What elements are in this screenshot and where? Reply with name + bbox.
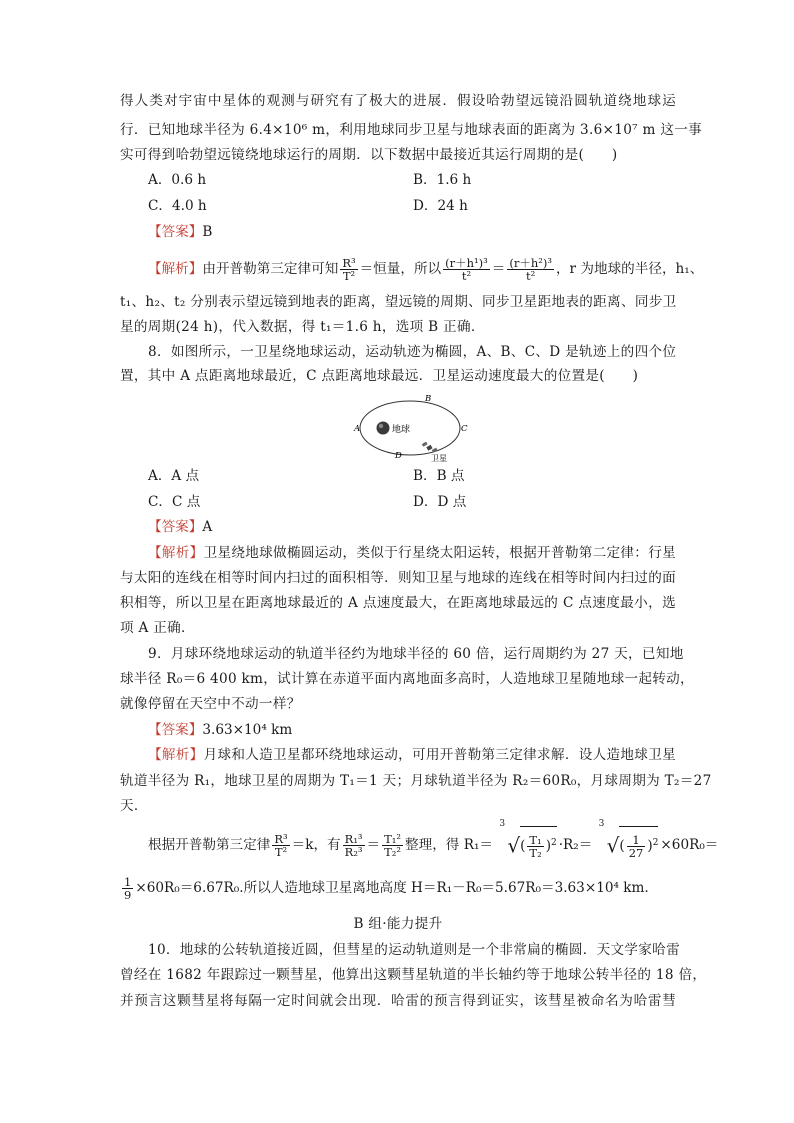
q9-stem-line-3: 就像停留在天空中不动一样？ [120, 696, 301, 712]
q7-analysis-line-1: 【解析】由开普勒第三定律可知 $\frac{\text{R³}}{\text{T²}}$ ＝恒量，所以 $\frac{\text{(r＋h¹)³}}{\text{t²}}$ ＝ $\frac{\text{(r＋h²)³}}{\text{t²}}$ ，r 为地球的半径，h₁、 [148, 256, 704, 283]
analysis-text: 卫星绕地球做椭圆运动，类似于行星绕太阳运转，根据开普勒第二定律：行星 [203, 545, 676, 561]
q8-option-a: A．A 点 [148, 468, 200, 484]
q7-stem-line-1: 得人类对宇宙中星体的观测与研究有了极大的进展．假设哈勃望远镜沿圆轨道绕地球运 [120, 93, 676, 109]
q7-analysis-line-2: t₁、h₂、t₂ 分别表示望远镜到地表的距离，望远镜的周期、同步卫星距地表的距离、同步卫 [120, 294, 677, 310]
q8-analysis-line-1 [148, 541, 676, 566]
q8-answer [148, 515, 212, 540]
point-b-label: B [425, 394, 432, 404]
q9-stem-line-1: 9．月球环绕地球运动的轨道半径约为地球半径的 60 倍，运行周期约为 27 天，已知地 [148, 646, 684, 662]
fraction: $\frac{\text{R₁³}}{\text{R₂³}}$ [344, 832, 363, 859]
fraction: $\frac{\text{R³}}{\text{T²}}$ [274, 832, 288, 859]
cube-root: 3 √( $\frac{\text{T₁}}{\text{T₂}}$ )$^2$ [499, 826, 556, 865]
analysis-text: 由开普勒第三定律可知 [202, 261, 339, 277]
section-title: B 组·能力提升 [353, 916, 443, 932]
analysis-text: 月球和人造卫星都环绕地球运动，可用开普勒第三定律求解．设人造地球卫星 [203, 747, 676, 763]
analysis-text: ，r 为地球的半径，h₁、 [555, 261, 704, 277]
q9-analysis-line-3: 天． [120, 798, 148, 814]
q8-analysis-line-3: 积相等，所以卫星在距离地球最近的 A 点速度最大，在距离地球最远的 C 点速度最小，选 [120, 595, 676, 611]
q7-stem-line-3: 实可得到哈勃望远镜绕地球运行的周期．以下数据中最接近其运行周期的是( ) [120, 147, 618, 163]
analysis-tag: 【解析】 [148, 747, 204, 763]
q7-stem-line-2: 行．已知地球半径为 6.4×10⁶ m，利用地球同步卫星与地球表面的距离为 3.6×10⁷ m 这一事 [120, 122, 703, 138]
q9-analysis-line-2: 轨道半径为 R₁，地球卫星的周期为 T₁＝1 天；月球轨道半径为 R₂＝60R₀，月球周期为 T₂＝27 [120, 773, 712, 789]
earth-icon [377, 422, 390, 435]
fraction: $\frac{1}{9}$ [124, 875, 132, 902]
answer-tag: 【答案】 [148, 519, 203, 535]
answer-value: A [202, 519, 213, 535]
q9-answer [148, 718, 292, 743]
q10-stem-line-2: 曾经在 1682 年跟踪过一颗彗星，他算出这颗彗星轨道的半长轴约等于地球公转半径的 18 倍， [120, 967, 707, 983]
q9-stem-line-2: 球半径 R₀＝6 400 km，试计算在赤道平面内离地面多高时，人造地球卫星随地球一起转动， [120, 671, 694, 687]
analysis-text: ＝恒量，所以 [359, 261, 442, 277]
satellite-label: 卫星 [431, 454, 447, 463]
q7-option-a: A．0.6 h [148, 172, 207, 188]
point-a-label: A [354, 424, 361, 434]
fraction: $\frac{\text{(r＋h¹)³}}{\text{t²}}$ [445, 256, 488, 283]
fraction: $\frac{\text{(r＋h²)³}}{\text{t²}}$ [509, 256, 552, 283]
q9-result-line: $\frac{1}{9}$ ×60R₀＝6.67R₀.所以人造地球卫星离地高度 H＝R₁－R₀＝5.67R₀＝3.63×10⁴ km. [124, 875, 649, 902]
q8-analysis-line-2: 与太阳的连线在相等时间内扫过的面积相等．则知卫星与地球的连线在相等时间内扫过的面 [120, 570, 676, 586]
q8-option-b: B．B 点 [413, 468, 465, 484]
q8-stem-line-1: 8．如图所示，一卫星绕地球运动，运动轨迹为椭圆，A、B、C、D 是轨迹上的四个位 [148, 344, 677, 360]
point-d-label: D [395, 451, 402, 461]
earth-label: 地球 [392, 425, 411, 435]
q8-option-c: C．C 点 [148, 494, 201, 510]
fraction: $\frac{\text{R³}}{\text{T²}}$ [342, 256, 356, 283]
point-c-label: C [461, 424, 468, 434]
satellite-icon [422, 442, 438, 453]
q10-stem-line-3: 并预言这颗彗星将每隔一定时间就会出现．哈雷的预言得到证实，该彗星被命名为哈雷彗 [120, 993, 676, 1009]
q9-analysis-line-1 [148, 743, 676, 768]
answer-value: 3.63×10⁴ km [202, 722, 293, 738]
q10-stem-line-1: 10．地球的公转轨道接近圆，但彗星的运动轨道则是一个非常扁的椭圆．天文学家哈雷 [148, 942, 680, 958]
answer-tag: 【答案】 [148, 722, 203, 738]
answer-value: B [202, 224, 213, 240]
answer-tag: 【答案】 [148, 224, 203, 240]
earth-highlight [379, 424, 383, 428]
analysis-tag: 【解析】 [148, 261, 203, 277]
q9-formula-line: 根据开普勒第三定律 $\frac{\text{R³}}{\text{T²}}$ ＝k，有 $\frac{\text{R₁³}}{\text{R₂³}}$ ＝ $\frac{\text{T₁²}}{\text{T₂²}}$ 整理，得 R₁＝ 3 √( $\frac{\text{T₁}}{\text{T₂}}$ )$^2$ ·R₂＝ 3 √( $\frac{1}{27}$ )$^2$ ×60R₀＝ [148, 826, 718, 865]
q8-stem-line-2: 置，其中 A 点距离地球最近，C 点距离地球最远．卫星运动速度最大的位置是( ) [120, 368, 639, 384]
q7-option-d: D．24 h [413, 198, 468, 214]
q7-option-c: C．4.0 h [148, 198, 207, 214]
analysis-tag: 【解析】 [148, 545, 204, 561]
cube-root: 3 √( $\frac{1}{27}$ )$^2$ [599, 826, 659, 865]
q7-analysis-line-3: 星的周期(24 h)，代入数据，得 t₁＝1.6 h，选项 B 正确． [120, 319, 485, 335]
q7-option-b: B．1.6 h [413, 172, 472, 188]
q7-answer [148, 220, 212, 245]
fraction: $\frac{\text{T₁²}}{\text{T₂²}}$ [384, 832, 402, 859]
q8-analysis-line-4: 项 A 正确． [120, 620, 195, 636]
q8-option-d: D．D 点 [413, 494, 467, 510]
orbit-diagram [345, 393, 475, 463]
